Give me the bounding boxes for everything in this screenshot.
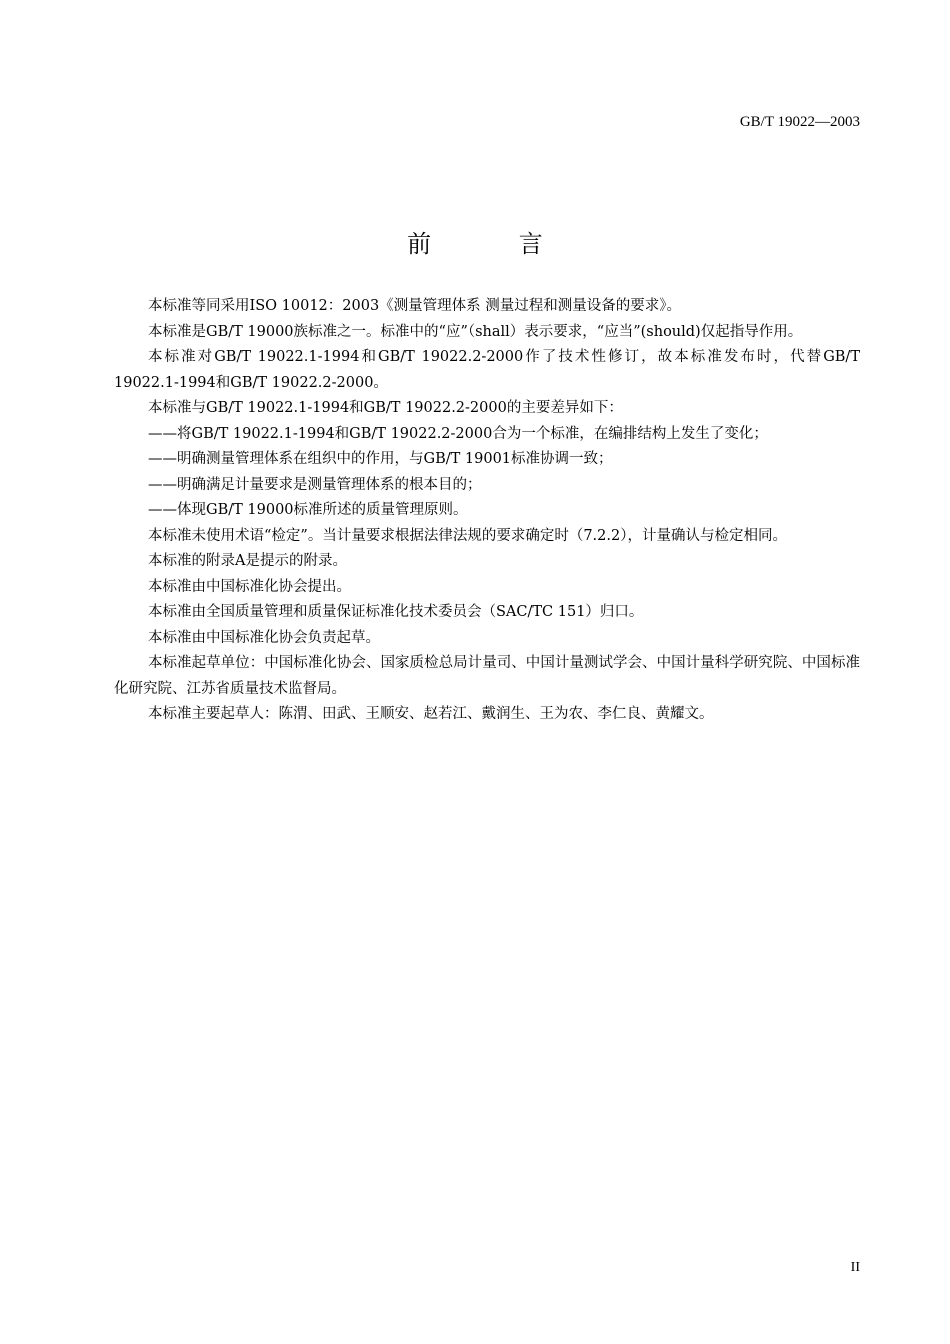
paragraph: 本标准主要起草人：陈渭、田武、王顺安、赵若江、戴润生、王为农、李仁良、黄耀文。	[148, 706, 714, 722]
paragraph: 本标准起草单位：中国标准化协会、国家质检总局计量司、中国计量测试学会、中国计量科学研究院、中国标准化研究院、江苏省质量技术监督局。	[114, 655, 860, 697]
list-item: ——体现GB/T 19000标准所述的质量管理原则。	[148, 502, 468, 518]
list-item: ——明确满足计量要求是测量管理体系的根本目的；	[148, 476, 482, 493]
list-item: ——明确测量管理体系在组织中的作用，与GB/T 19001标准协调一致；	[148, 451, 613, 467]
foreword-body	[114, 294, 860, 728]
paragraph: 本标准的附录A是提示的附录。	[148, 553, 347, 569]
standard-number: GB/T 19022—2003	[739, 114, 860, 130]
paragraph: 本标准由中国标准化协会提出。	[148, 578, 351, 595]
paragraph: 本标准由中国标准化协会负责起草。	[148, 629, 380, 646]
list-item: ——将GB/T 19022.1-1994和GB/T 19022.2-2000合为一个标准，在编排结构上发生了变化；	[148, 425, 768, 442]
page-number: II	[850, 1260, 860, 1275]
paragraph: 本标准与GB/T 19022.1-1994和GB/T 19022.2-2000的主要差异如下：	[148, 400, 623, 416]
paragraph: 本标准是GB/T 19000族标准之一。标准中的“应”（shall）表示要求，“应当”(should)仅起指导作用。	[148, 323, 803, 340]
paragraph: 本标准对GB/T 19022.1-1994和GB/T 19022.2-2000作了技术性修订，故本标准发布时，代替GB/T 19022.1-1994和GB/T 19022.2-2000。	[114, 349, 860, 391]
paragraph: 本标准等同采用ISO 10012：2003《测量管理体系 测量过程和测量设备的要求》。	[148, 298, 682, 314]
page-title: 前 言	[407, 230, 583, 259]
paragraph: 本标准由全国质量管理和质量保证标准化技术委员会（SAC/TC 151）归口。	[148, 604, 644, 620]
paragraph: 本标准未使用术语“检定”。当计量要求根据法律法规的要求确定时（7.2.2），计量确认与检定相同。	[148, 527, 787, 544]
